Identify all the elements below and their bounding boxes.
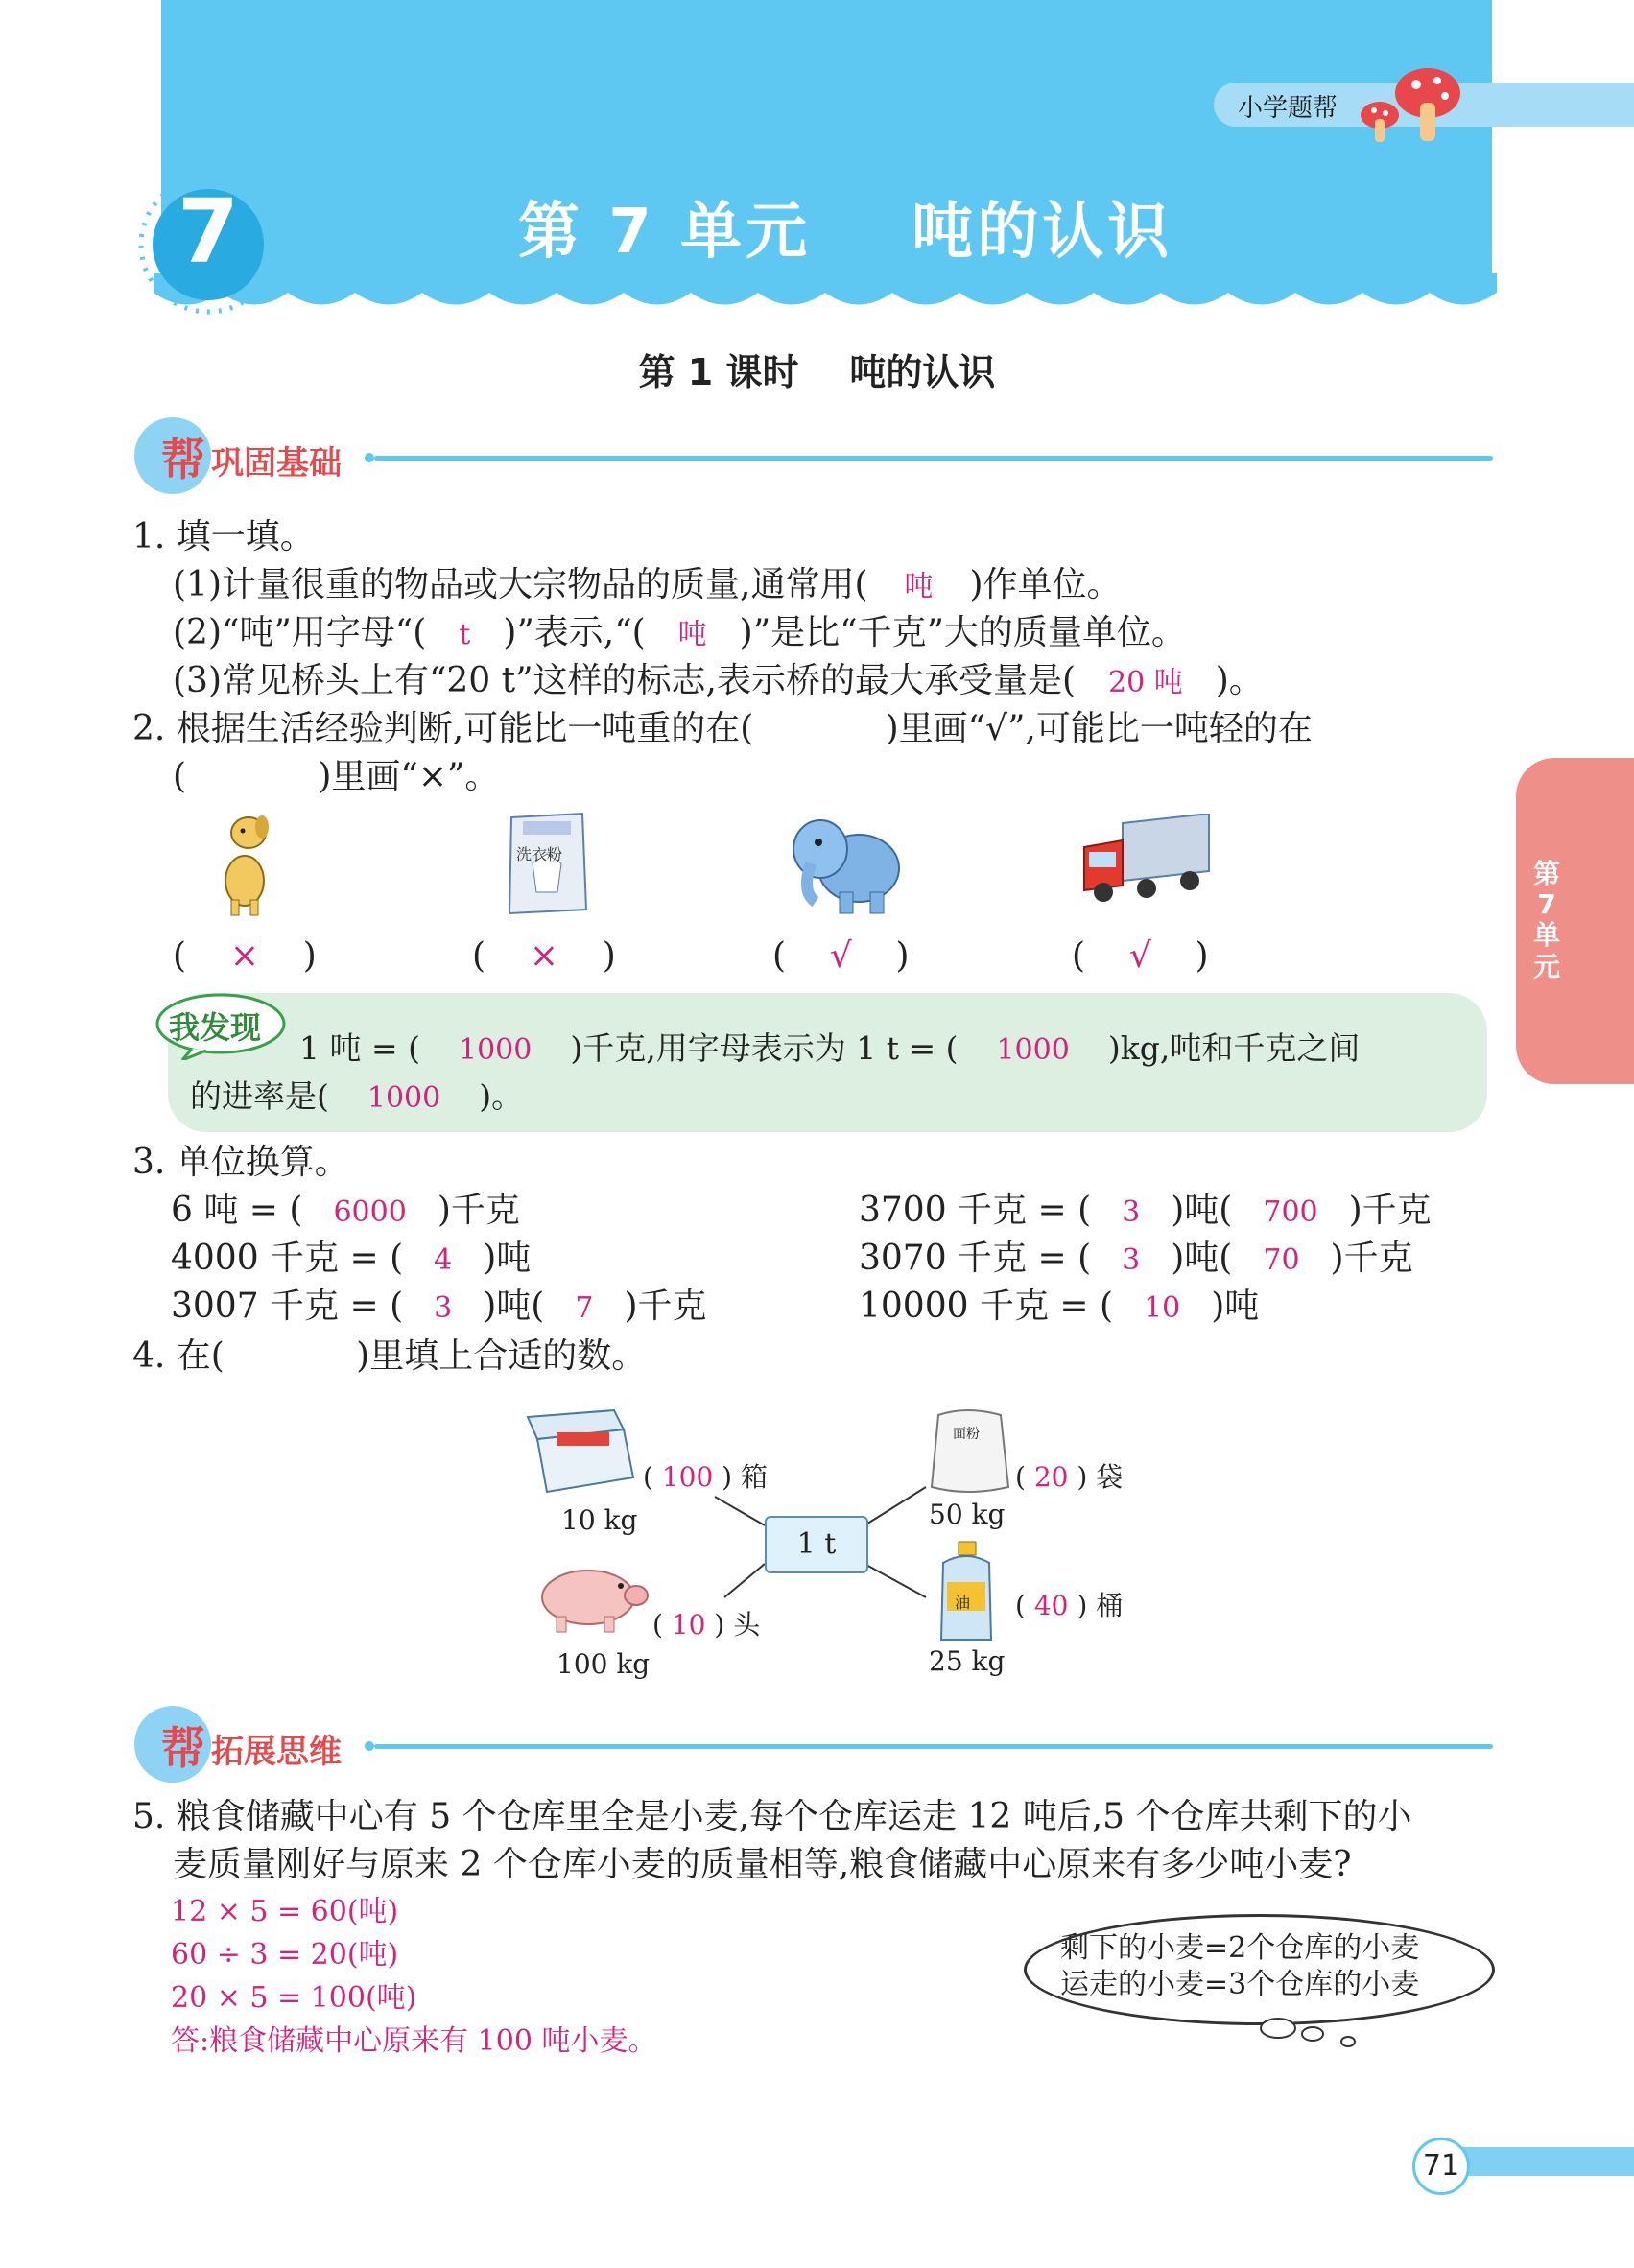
- q3-stem: 3. 单位换算。: [132, 1143, 349, 1182]
- answer: 4: [434, 1243, 453, 1277]
- answer: 7: [575, 1291, 594, 1325]
- q4-answer-box: ( 100 ) 箱: [643, 1461, 769, 1493]
- answer-mark: ×: [529, 936, 558, 976]
- q1-stem: 1. 填一填。: [132, 517, 315, 556]
- answer: 40: [1033, 1590, 1069, 1621]
- section-header-basic: [134, 417, 1497, 494]
- q2-stem-line1: 2. 根据生活经验判断,可能比一吨重的在( )里画“√”,可能比一吨轻的在: [132, 709, 1313, 748]
- q5-stem-line2: 麦质量刚好与原来 2 个仓库小麦的质量相等,粮食储藏中心原来有多少吨小麦?: [173, 1845, 1352, 1884]
- brand-name: 小学题帮: [1238, 94, 1338, 123]
- mushroom-icon: [1353, 59, 1468, 146]
- q2-stem-line2: ( )里画“×”。: [173, 757, 500, 796]
- q2-answer-elephant: ( √ ): [772, 936, 910, 976]
- section-divider: [374, 456, 1493, 461]
- weight-label: 50 kg: [929, 1499, 1006, 1530]
- q3-row: 10000 千克 = ( 10 )吨: [859, 1287, 1260, 1326]
- bubble-line: 运走的小麦=3个仓库的小麦: [1060, 1968, 1420, 2001]
- answer: 1000: [459, 1033, 533, 1067]
- box-icon: [518, 1396, 638, 1497]
- answer: 10: [671, 1609, 706, 1641]
- answer-mark: √: [829, 936, 852, 976]
- section-label: 巩固基础: [211, 444, 342, 483]
- answer: 10: [1144, 1291, 1181, 1325]
- q4-answer-flour: ( 20 ) 袋: [1015, 1461, 1124, 1493]
- answer: t: [459, 618, 471, 651]
- side-tab-label: [1527, 859, 1566, 982]
- side-tab-char: 7: [1537, 888, 1556, 921]
- discovery-line1: 1 吨 = ( 1000 )千克,用字母表示为 1 t = ( 1000 )kg,吨和千克之间: [299, 1029, 1361, 1067]
- section-divider: [374, 1744, 1493, 1749]
- answer: 100: [661, 1461, 714, 1493]
- flour-label: 面粉: [953, 1427, 980, 1442]
- answer: 700: [1263, 1195, 1318, 1229]
- center-node: 1 t: [765, 1516, 868, 1573]
- lesson-title: 第 1 课时 吨的认识: [638, 351, 996, 393]
- q3-row: 3700 千克 = ( 3 )吨( 700 )千克: [859, 1191, 1432, 1230]
- answer: 吨: [904, 570, 934, 603]
- flour-bag-icon: [924, 1406, 1015, 1497]
- page-number: 71: [1412, 2138, 1470, 2195]
- answer: 3: [434, 1291, 453, 1325]
- section-header-extend: [134, 1706, 1497, 1783]
- section-label: 拓展思维: [211, 1733, 342, 1771]
- side-tab-char: 元: [1532, 950, 1560, 982]
- q5-work-step: 60 ÷ 3 = 20(吨): [171, 1938, 399, 1972]
- q2-answer-truck: ( √ ): [1072, 936, 1209, 976]
- answer: 3: [1122, 1243, 1141, 1277]
- answer: 6000: [333, 1195, 407, 1229]
- help-badge-icon: 帮: [134, 1706, 211, 1783]
- bubble-tail: [1257, 2015, 1362, 2053]
- answer: 3: [1122, 1195, 1141, 1229]
- discovery-line2: 的进率是( 1000 )。: [190, 1077, 524, 1115]
- oil-label: 油: [955, 1594, 971, 1612]
- q2-answer-dog: ( × ): [173, 936, 317, 976]
- answer-mark: √: [1128, 936, 1151, 976]
- q4-stem: 4. 在( )里填上合适的数。: [132, 1336, 647, 1376]
- bubble-line: 剩下的小麦=2个仓库的小麦: [1060, 1931, 1420, 1965]
- q3-row: 3070 千克 = ( 3 )吨( 70 )千克: [859, 1239, 1413, 1278]
- answer: 20 吨: [1108, 666, 1183, 699]
- q3-row: 6 吨 = ( 6000 )千克: [171, 1191, 520, 1230]
- answer: 吨: [677, 618, 707, 651]
- unit-number: 7: [177, 180, 239, 283]
- q5-work-step: 20 × 5 = 100(吨): [171, 1981, 417, 2015]
- answer: 70: [1263, 1243, 1300, 1277]
- header-wave: [154, 273, 1497, 321]
- pig-icon: [533, 1559, 652, 1636]
- weight-label: 100 kg: [557, 1648, 651, 1680]
- help-badge-icon: 帮: [134, 417, 211, 494]
- discovery-label: 我发现: [169, 1009, 262, 1046]
- weight-label: 25 kg: [929, 1645, 1006, 1677]
- dog-icon: [206, 804, 283, 919]
- side-tab-char: 单: [1532, 919, 1560, 952]
- q4-answer-oil: ( 40 ) 桶: [1015, 1590, 1124, 1621]
- q5-work-step: 12 × 5 = 60(吨): [171, 1895, 399, 1928]
- answer: 1000: [996, 1033, 1070, 1067]
- detergent-label: 洗衣粉: [516, 845, 563, 863]
- q3-row: 3007 千克 = ( 3 )吨( 7 )千克: [171, 1287, 707, 1326]
- q5-stem-line1: 5. 粮食储藏中心有 5 个仓库里全是小麦,每个仓库运走 12 吨后,5 个仓库共剩下的小: [132, 1797, 1412, 1836]
- q1-part3: (3)常见桥头上有“20 t”这样的标志,表示桥的最大承受量是( 20 吨 )。: [173, 661, 1264, 700]
- answer: 1000: [367, 1081, 441, 1115]
- truck-icon: [1079, 814, 1214, 910]
- unit-title: 第 7 单元 吨的认识: [518, 197, 1173, 268]
- elephant-icon: [782, 806, 907, 921]
- answer: 20: [1033, 1461, 1069, 1493]
- answer-mark: ×: [229, 936, 259, 976]
- q1-part2: (2)“吨”用字母“( t )”表示,“( 吨 )”是比“千克”大的质量单位。: [173, 613, 1186, 652]
- side-tab-char: 第: [1532, 858, 1560, 889]
- weight-label: 10 kg: [561, 1504, 638, 1536]
- q4-answer-pig: ( 10 ) 头: [652, 1609, 761, 1641]
- q3-row: 4000 千克 = ( 4 )吨: [171, 1239, 532, 1278]
- q1-part1: (1)计量很重的物品或大宗物品的质量,通常用( 吨 )作单位。: [173, 565, 1122, 604]
- q5-answer: 答:粮食储藏中心原来有 100 吨小麦。: [171, 2024, 657, 2058]
- q2-answer-detergent: ( × ): [472, 936, 616, 976]
